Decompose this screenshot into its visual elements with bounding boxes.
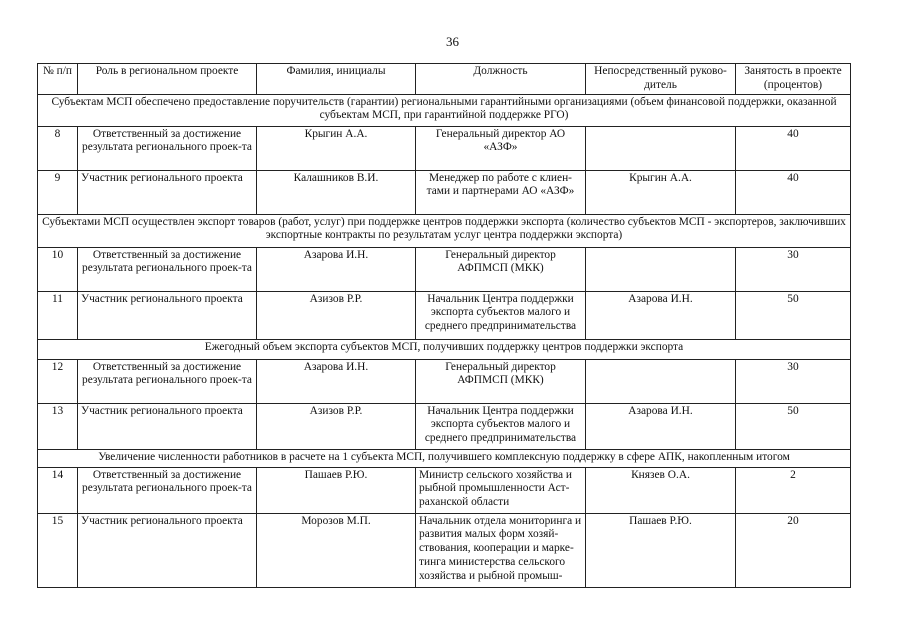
cell-employment: 50 (736, 403, 851, 449)
cell-num: 11 (38, 291, 78, 339)
table-row (38, 291, 851, 339)
cell-supervisor: Крыгин А.А. (586, 170, 736, 214)
project-roster-table (37, 63, 851, 588)
cell-position: Начальник Центра поддержки экспорта субъектов малого и среднего предпринимательства (416, 291, 586, 339)
cell-num: 14 (38, 467, 78, 513)
cell-name: Крыгин А.А. (257, 126, 416, 170)
cell-num: 13 (38, 403, 78, 449)
cell-supervisor: Азарова И.Н. (586, 291, 736, 339)
cell-num: 8 (38, 126, 78, 170)
cell-name: Азизов Р.Р. (257, 403, 416, 449)
cell-role: Участник регионального проекта (78, 291, 257, 339)
cell-position: Генеральный директор АФПМСП (МКК) (416, 247, 586, 291)
table-row (38, 247, 851, 291)
section-title: Субъектами МСП осуществлен экспорт товаров (работ, услуг) при поддержке центров поддержки экспорта (количество субъектов МСП - экспортеров, заключивших экспортные контракты по результатам услуг центра поддержки экспорта) (38, 214, 851, 247)
cell-name: Азарова И.Н. (257, 359, 416, 403)
cell-employment: 20 (736, 513, 851, 587)
cell-position: Менеджер по работе с клиен-тами и партнерами АО «АЗФ» (416, 170, 586, 214)
table-row (38, 126, 851, 170)
cell-position: Генеральный директор АФПМСП (МКК) (416, 359, 586, 403)
section-row (38, 339, 851, 359)
cell-supervisor (586, 126, 736, 170)
cell-supervisor: Пашаев Р.Ю. (586, 513, 736, 587)
cell-employment: 50 (736, 291, 851, 339)
cell-employment: 30 (736, 359, 851, 403)
cell-name: Морозов М.П. (257, 513, 416, 587)
header-position: Должность (416, 64, 586, 95)
cell-supervisor (586, 359, 736, 403)
cell-num: 10 (38, 247, 78, 291)
cell-employment: 40 (736, 170, 851, 214)
header-role: Роль в региональном проекте (78, 64, 257, 95)
cell-position: Начальник отдела мониторинга и развития малых форм хозяй-ствования, кооперации и марке-тинга министерства сельского хозяйства и рыбной промыш- (416, 513, 586, 587)
cell-num: 12 (38, 359, 78, 403)
cell-role: Участник регионального проекта (78, 170, 257, 214)
section-title: Субъектам МСП обеспечено предоставление поручительств (гарантии) региональными гарантийными организациями (объем финансовой поддержки, оказанной субъектам МСП, при гарантийной поддержке РГО) (38, 94, 851, 126)
cell-supervisor (586, 247, 736, 291)
page-number: 36 (446, 34, 459, 49)
cell-role: Ответственный за достижение результата регионального проек-та (78, 467, 257, 513)
cell-role: Ответственный за достижение результата регионального проек-та (78, 126, 257, 170)
section-row (38, 214, 851, 247)
cell-num: 15 (38, 513, 78, 587)
cell-position: Министр сельского хозяйства и рыбной промышленности Аст-раханской области (416, 467, 586, 513)
cell-employment: 30 (736, 247, 851, 291)
cell-role: Ответственный за достижение результата регионального проек-та (78, 247, 257, 291)
cell-name: Пашаев Р.Ю. (257, 467, 416, 513)
section-title: Ежегодный объем экспорта субъектов МСП, получивших поддержку центров поддержки экспорта (38, 339, 851, 359)
section-row (38, 94, 851, 126)
cell-name: Калашников В.И. (257, 170, 416, 214)
section-title: Увеличение численности работников в расчете на 1 субъекта МСП, получившего комплексную поддержку в сфере АПК, накопленным итогом (38, 449, 851, 467)
header-row (38, 64, 851, 95)
cell-supervisor: Азарова И.Н. (586, 403, 736, 449)
cell-num: 9 (38, 170, 78, 214)
cell-position: Начальник Центра поддержки экспорта субъектов малого и среднего предпринимательства (416, 403, 586, 449)
header-employment: Занятость в проекте (процентов) (736, 64, 851, 95)
table-row (38, 513, 851, 587)
cell-role: Участник регионального проекта (78, 403, 257, 449)
cell-employment: 40 (736, 126, 851, 170)
cell-supervisor: Князев О.А. (586, 467, 736, 513)
table-row (38, 403, 851, 449)
cell-name: Азизов Р.Р. (257, 291, 416, 339)
cell-role: Ответственный за достижение результата регионального проек-та (78, 359, 257, 403)
cell-name: Азарова И.Н. (257, 247, 416, 291)
cell-role: Участник регионального проекта (78, 513, 257, 587)
section-row (38, 449, 851, 467)
table-row (38, 170, 851, 214)
header-supervisor: Непосредственный руково-дитель (586, 64, 736, 95)
table-row (38, 359, 851, 403)
cell-employment: 2 (736, 467, 851, 513)
header-name: Фамилия, инициалы (257, 64, 416, 95)
cell-position: Генеральный директор АО «АЗФ» (416, 126, 586, 170)
table-row (38, 467, 851, 513)
header-num: № п/п (38, 64, 78, 95)
